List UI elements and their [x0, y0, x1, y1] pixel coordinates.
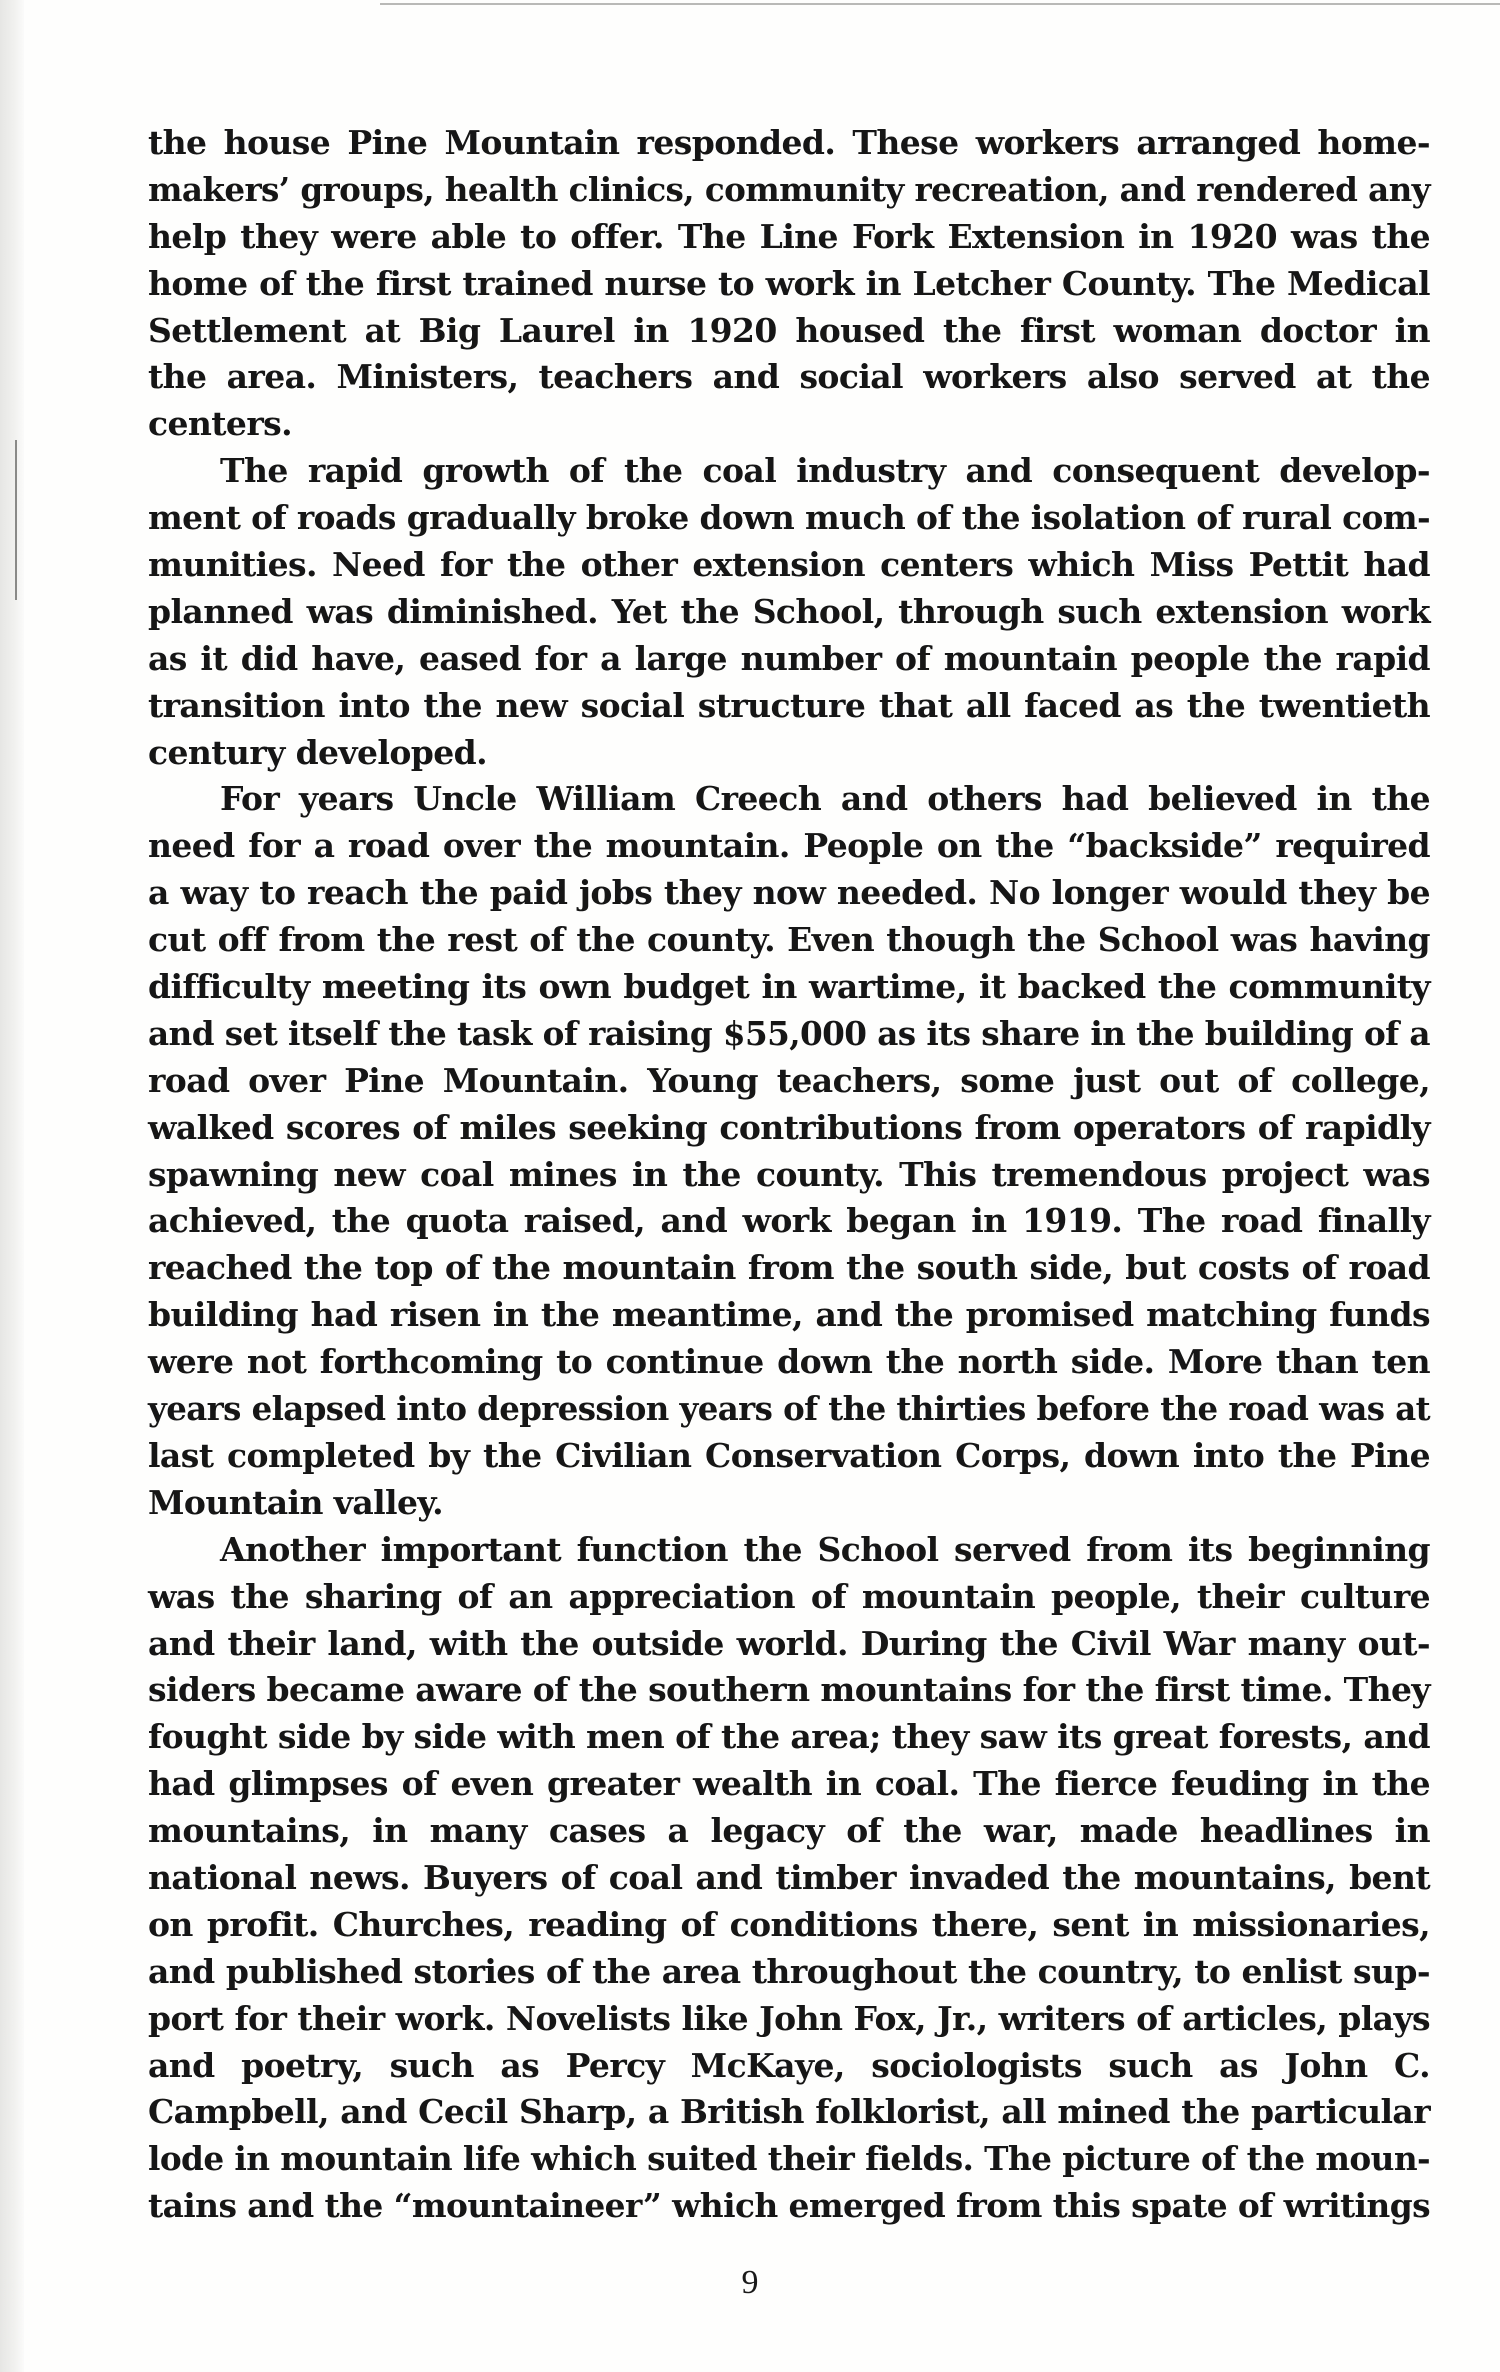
paragraph [148, 1527, 1430, 2230]
text-line: port for their work. Novelists like John Fox, Jr., writers of articles, plays [148, 1998, 1430, 2038]
text-line: had glimpses of even greater wealth in coal. The fierce feuding in the [148, 1764, 1430, 1804]
text-line: century developed. [148, 732, 487, 772]
text-line: fought side by side with men of the area; they saw its great forests, and [148, 1717, 1430, 1757]
text-line: last completed by the Civilian Conservation Corps, down into the Pine [148, 1435, 1430, 1475]
text-line: and poetry, such as Percy McKaye, sociologists such as John C. [148, 2045, 1430, 2085]
text-line: cut off from the rest of the county. Even though the School was having [148, 920, 1430, 960]
text-line: munities. Need for the other extension centers which Miss Pettit had [148, 545, 1430, 585]
text-line: The rapid growth of the coal industry and consequent develop- [220, 451, 1430, 491]
page-number: 9 [741, 2264, 759, 2301]
text-line: national news. Buyers of coal and timber invaded the mountains, bent [148, 1857, 1430, 1897]
text-line: mountains, in many cases a legacy of the war, made headlines in [148, 1811, 1430, 1851]
text-line: years elapsed into depression years of the thirties before the road was at [148, 1390, 1430, 1429]
binding-shadow [0, 0, 24, 2372]
body-text [148, 120, 1430, 2230]
text-line: difficulty meeting its own budget in wartime, it backed the community [148, 967, 1430, 1007]
text-line: achieved, the quota raised, and work began in 1919. The road finally [148, 1201, 1430, 1241]
text-line: building had risen in the meantime, and the promised matching funds [148, 1295, 1430, 1335]
text-line: lode in mountain life which suited their fields. The picture of the moun- [148, 2139, 1430, 2179]
scan-top-edge [380, 3, 1500, 5]
text-line: were not forthcoming to continue down the north side. More than ten [148, 1342, 1430, 1382]
text-line: was the sharing of an appreciation of mountain people, their culture [148, 1576, 1430, 1616]
text-line: help they were able to offer. The Line Fork Extension in 1920 was the [148, 216, 1430, 256]
text-line: transition into the new social structure that all faced as the twentieth [148, 685, 1430, 725]
text-line: Settlement at Big Laurel in 1920 housed the first woman doctor in [148, 310, 1430, 350]
text-line: walked scores of miles seeking contributions from operators of rapidly [148, 1107, 1430, 1147]
text-line: ment of roads gradually broke down much of the isolation of rural com- [148, 498, 1430, 538]
text-line: the house Pine Mountain responded. These workers arranged home- [148, 123, 1430, 162]
text-line: Another important function the School served from its beginning [220, 1529, 1430, 1569]
text-line: tains and the “mountaineer” which emerged from this spate of writings [148, 2186, 1430, 2226]
text-line: need for a road over the mountain. People on the “backside” required [148, 826, 1430, 866]
text-line: makers’ groups, health clinics, community recreation, and rendered any [148, 169, 1430, 209]
text-line: centers. [148, 404, 292, 444]
text-line: siders became aware of the southern mountains for the first time. They [148, 1670, 1430, 1710]
text-line: Mountain valley. [148, 1482, 444, 1522]
text-line: as it did have, eased for a large number of mountain people the rapid [148, 638, 1430, 678]
text-line: home of the first trained nurse to work in Letcher County. The Medical [148, 263, 1430, 303]
text-line: reached the top of the mountain from the south side, but costs of road [148, 1248, 1430, 1288]
paragraph [148, 448, 1430, 776]
text-line: a way to reach the paid jobs they now needed. No longer would they be [148, 873, 1430, 913]
text-line: Campbell, and Cecil Sharp, a British folklorist, all mined the particular [148, 2092, 1430, 2132]
text-line: road over Pine Mountain. Young teachers, some just out of college, [148, 1060, 1430, 1100]
text-line: and published stories of the area throughout the country, to enlist sup- [148, 1951, 1430, 1991]
text-line: For years Uncle William Creech and others had believed in the [220, 779, 1430, 819]
text-line: and set itself the task of raising $55,000 as its share in the building of a [148, 1013, 1430, 1053]
binding-edge-line [15, 440, 17, 600]
paragraph [148, 120, 1430, 448]
paragraph [148, 776, 1430, 1526]
text-line: on profit. Churches, reading of conditions there, sent in missionaries, [148, 1904, 1430, 1944]
text-line: planned was diminished. Yet the School, through such extension work [148, 591, 1430, 631]
text-line: the area. Ministers, teachers and social workers also served at the [148, 357, 1430, 397]
text-line: and their land, with the outside world. During the Civil War many out- [148, 1623, 1430, 1663]
text-line: spawning new coal mines in the county. This tremendous project was [148, 1154, 1430, 1194]
